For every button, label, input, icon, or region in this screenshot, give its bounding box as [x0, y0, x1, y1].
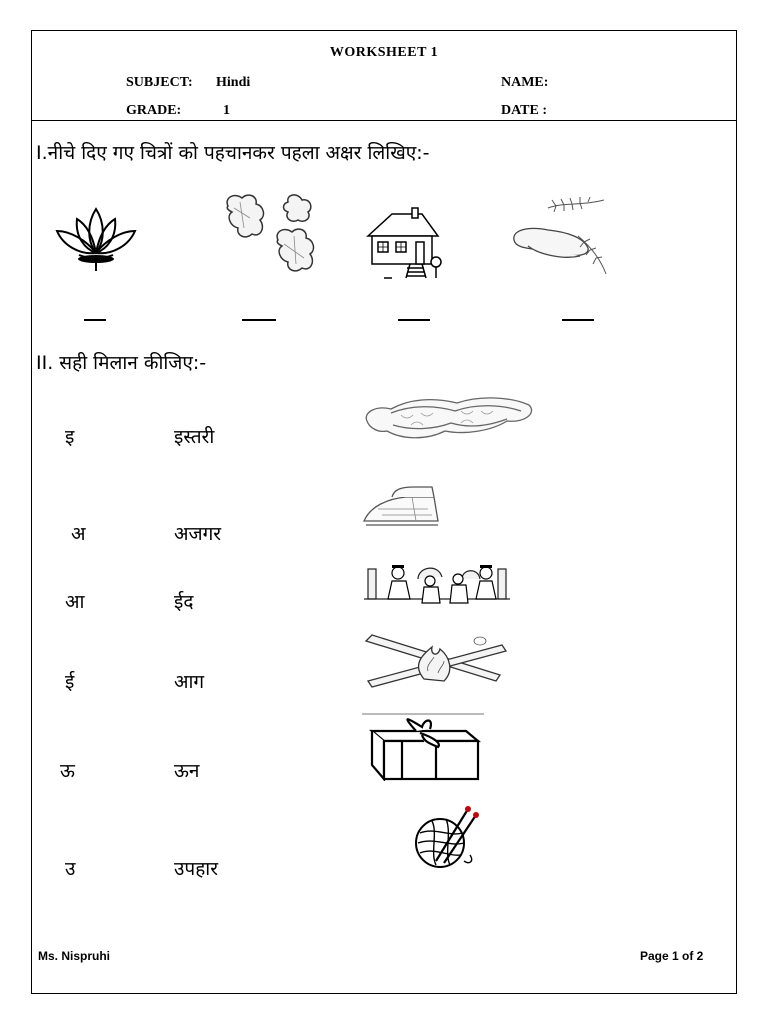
letter-4: ई [65, 671, 75, 693]
word-2: अजगर [174, 523, 222, 545]
worksheet-title: WORKSHEET 1 [329, 45, 439, 60]
python-snake-icon [361, 391, 537, 447]
letter-2: अ [71, 523, 86, 545]
subject-value: Hindi [216, 75, 251, 90]
word-3: ईद [174, 591, 194, 613]
letter-1: इ [65, 426, 75, 448]
word-4: आग [174, 671, 205, 693]
footer-author: Ms. Nispruhi [38, 949, 111, 963]
fire-icon [362, 631, 510, 691]
letter-3: आ [65, 591, 85, 613]
iron-icon [362, 485, 442, 527]
gift-box-icon [362, 713, 486, 781]
footer-page-number: Page 1 of 2 [640, 949, 704, 963]
answer-blank-4[interactable] [562, 319, 594, 321]
answer-blank-2[interactable] [242, 319, 276, 321]
date-label: DATE : [501, 103, 548, 118]
wool-ball-icon [410, 803, 480, 873]
tamarind-icon [508, 196, 612, 278]
worksheet-page [31, 30, 737, 994]
section1-question: I.नीचे दिए गए चित्रों को पहचानकर पहला अक्षर लिखिए:- [36, 142, 430, 164]
subject-label: SUBJECT: [126, 75, 193, 90]
word-6: उपहार [174, 858, 218, 880]
header-divider [32, 120, 736, 121]
section2-question: II. सही मिलान कीजिए:- [36, 352, 207, 374]
letter-5: ऊ [60, 760, 75, 782]
grade-label: GRADE: [126, 103, 182, 118]
letter-6: उ [65, 858, 76, 880]
word-1: इस्तरी [174, 426, 215, 448]
ginger-icon [220, 188, 330, 280]
house-icon [362, 206, 444, 280]
word-5: ऊन [174, 760, 200, 782]
grade-value: 1 [223, 103, 230, 118]
lotus-icon [49, 201, 143, 273]
eid-mosque-icon [362, 559, 512, 609]
answer-blank-1[interactable] [84, 319, 106, 321]
name-label: NAME: [501, 75, 549, 90]
answer-blank-3[interactable] [398, 319, 430, 321]
